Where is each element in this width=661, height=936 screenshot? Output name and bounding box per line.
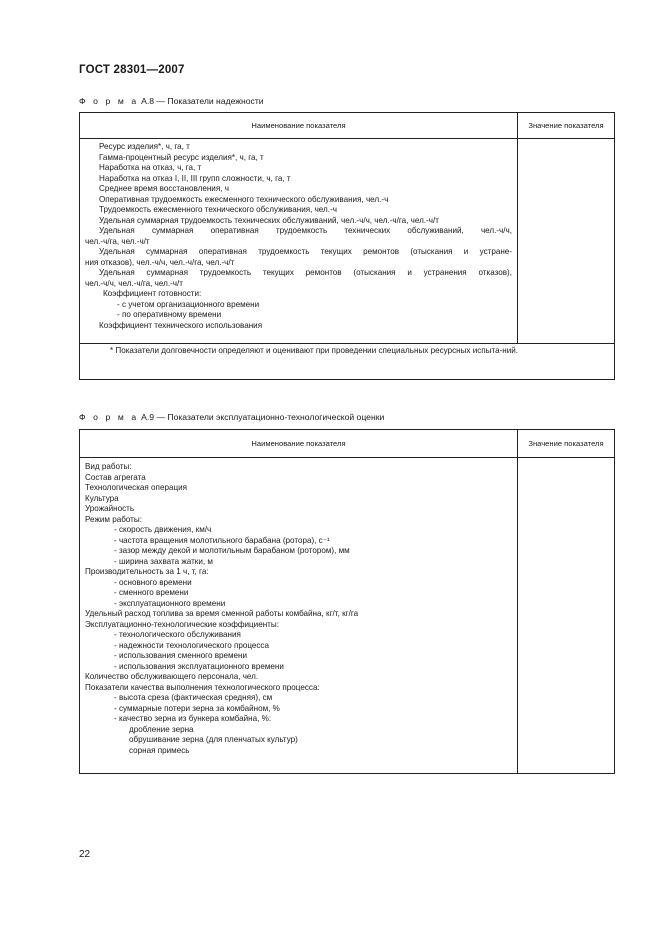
form-a9-title-text: А.9 — Показатели эксплуатационно-технологической оценки — [138, 412, 385, 422]
form-a9-values-cell — [518, 458, 615, 774]
form-a9-header-name: Наименование показателя — [80, 430, 518, 458]
form-a9-row: дробление зерна — [129, 724, 194, 734]
form-a8-row: Ресурс изделия*, ч, га, т — [99, 142, 190, 151]
form-a9-table — [79, 429, 615, 774]
form-a9-row: - ширина захвата жатки, м — [114, 556, 213, 566]
form-a9-row: - основного времени — [114, 577, 192, 587]
form-a8-row: Коэффициент готовности: — [103, 289, 202, 298]
form-a9-row: Показатели качества выполнения технологического процесса: — [85, 682, 320, 692]
form-a9-names-cell — [80, 458, 518, 774]
form-a9-title — [79, 412, 384, 422]
form-a9-row: сорная примесь — [129, 745, 190, 755]
form-a8-row: Наработка на отказ, ч, га, т — [99, 163, 202, 172]
form-a9-row: - эксплуатационного времени — [114, 598, 226, 608]
form-a8-values-cell — [518, 139, 615, 344]
form-a9-row: - качество зерна из бункера комбайна, %: — [114, 714, 272, 723]
form-a9-row: - частота вращения молотильного барабана (ротора), с⁻¹ — [114, 535, 330, 545]
form-a8-row: - по оперативному времени — [117, 310, 222, 319]
form-a9-row: Количество обслуживающего персонала, чел. — [85, 672, 259, 681]
form-a8-footnote-cell — [80, 344, 615, 380]
form-a9-row: - надежности технологического процесса — [114, 640, 269, 650]
form-a9-row: - использования эксплуатационного времени — [114, 661, 284, 671]
form-a8-row: Удельная суммарная оперативная трудоемкость текущих ремонтов (отыскания и устране- — [99, 247, 512, 256]
form-a9-row: - технологического обслуживания — [114, 630, 241, 639]
form-a9-row: Эксплуатационно-технологические коэффициенты: — [85, 619, 279, 629]
form-a8-title-prefix: Ф о р м а — [79, 96, 139, 106]
form-a9-row: - зазор между декой и молотильным барабаном (ротором), мм — [114, 546, 350, 555]
form-a8-footnote: * Показатели долговечности определяют и оценивают при проведении специальных ресурсных испыта-ний. — [110, 346, 519, 355]
form-a9-row: - скорость движения, км/ч — [114, 525, 212, 534]
form-a8-row: Среднее время восстановления, ч — [99, 184, 229, 193]
form-a8-row: Трудоемкость ежесменного технического обслуживания, чел.-ч — [99, 205, 337, 214]
form-a8-title — [79, 96, 264, 106]
form-a8-row: Удельная суммарная трудоемкость технических обслуживаний, чел.-ч/ч, чел.-ч/га, чел.-ч/т — [99, 215, 439, 225]
form-a8-names-cell — [80, 139, 518, 344]
form-a9-row: - использования сменного времени — [114, 651, 248, 660]
form-a9-row: Состав агрегата — [85, 472, 146, 482]
form-a8-table — [79, 112, 615, 380]
form-a9-row: Удельный расход топлива за время сменной работы комбайна, кг/т, кг/га — [85, 609, 359, 618]
form-a9-header-value: Значение показателя — [518, 430, 615, 458]
form-a9-row: Культура — [85, 493, 119, 503]
document-header: ГОСТ 28301—2007 — [79, 64, 185, 76]
form-a8-row: Удельная суммарная трудоемкость текущих ремонтов (отыскания и устранения отказов), — [99, 268, 512, 277]
form-a8-row: Гамма-процентный ресурс изделия*, ч, га, т — [99, 152, 264, 162]
form-a9-row: Технологическая операция — [85, 483, 187, 492]
form-a9-row: Режим работы: — [85, 514, 142, 524]
form-a8-row: Коэффициент технического использования — [99, 320, 263, 330]
form-a9-row: - сменного времени — [114, 588, 189, 597]
form-a9-row: - высота среза (фактическая средняя), см — [114, 693, 273, 702]
form-a9-row: - суммарные потери зерна за комбайном, % — [114, 703, 280, 713]
form-a9-row: обрушивание зерна (для пленчатых культур) — [129, 735, 298, 744]
form-a8-header-value: Значение показателя — [518, 113, 615, 139]
form-a8-row: чел.-ч/ч, чел.-ч/га, чел.-ч/т — [85, 278, 183, 288]
form-a8-header-name: Наименование показателя — [80, 113, 518, 139]
form-a8-row: ния отказов), чел.-ч/ч, чел.-ч/га, чел.-ч/т — [85, 257, 235, 267]
form-a8-row: чел.-ч/га, чел.-ч/т — [85, 236, 150, 246]
form-a8-row: Оперативная трудоемкость ежесменного технического обслуживания, чел.-ч — [99, 194, 389, 204]
form-a9-row: Производительность за 1 ч, т, га: — [85, 567, 209, 576]
form-a8-title-text: А.8 — Показатели надежности — [138, 96, 264, 106]
form-a8-row: Наработка на отказ I, II, III групп сложности, ч, га, т — [99, 173, 291, 183]
form-a8-row: Удельная суммарная оперативная трудоемкость технических обслуживаний, чел.-ч/ч, — [99, 226, 512, 235]
form-a9-title-prefix: Ф о р м а — [79, 412, 139, 422]
form-a8-row: - с учетом организационного времени — [117, 299, 260, 309]
page-number: 22 — [79, 849, 91, 860]
form-a9-row: Урожайность — [85, 504, 135, 513]
form-a9-row: Вид работы: — [85, 462, 132, 471]
